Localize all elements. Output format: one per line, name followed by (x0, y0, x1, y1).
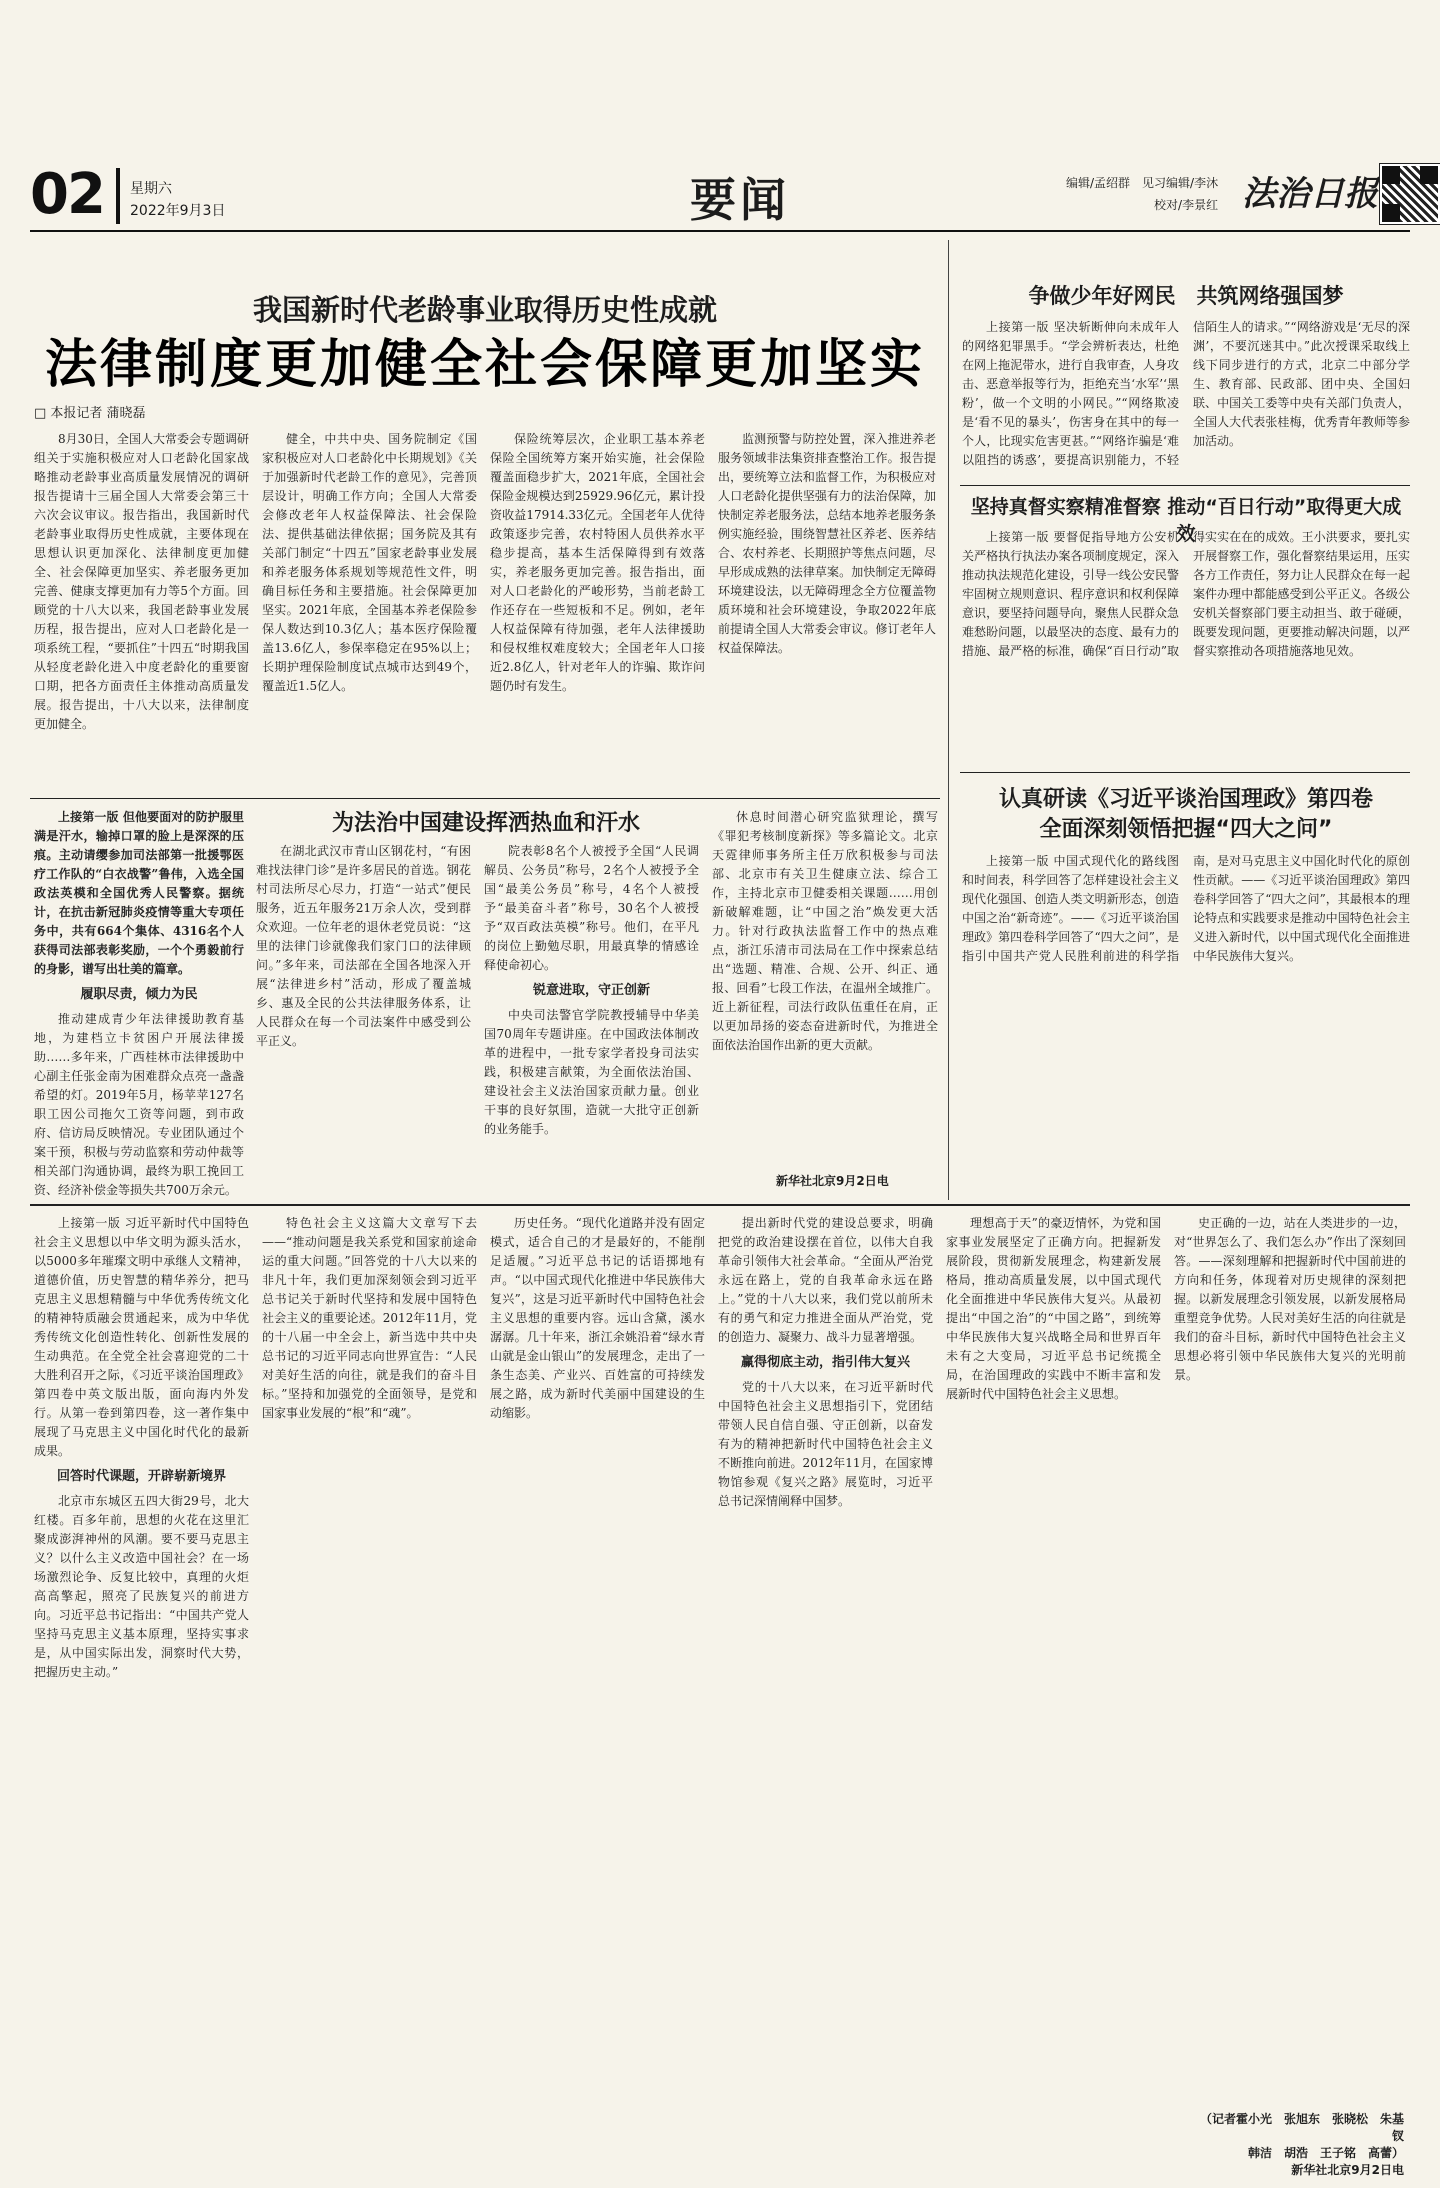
mid-subheading-2: 锐意进取，守正创新 (532, 983, 650, 998)
main-headline: 法律制度更加健全社会保障更加坚实 (44, 335, 925, 395)
bottom-credit: （记者霍小光 张旭东 张晓松 朱基钗 韩洁 胡浩 王子铭 高蕾） 新华社北京9月2日电 (1199, 2112, 1404, 2177)
main-byline: □ 本报记者 蒲晓磊 (34, 406, 146, 421)
divider (30, 1204, 1410, 1206)
right-mid-headline: 坚持真督实察精准督察 推动“百日行动”取得更大成效 (970, 496, 1402, 545)
mid-col-2: 在湖北武汉市青山区钢花村，“有困难找法律门诊”是许多居民的首选。钢花村司法所尽心尽力，打造“一站式”便民服务，近五年服务21万余人次，受到群众欢迎。一位年老的退休老党员说：“这里的法律门诊就像我们家门口的法律顾问。”多年来，司法部在全国各地深入开展“法律进乡村”活动，形成了覆盖城乡、惠及全民的公共法律服务体系，让人民群众在每一个司法案件中感受到公平正义。 (256, 844, 471, 1048)
page-number: 02 (30, 162, 104, 227)
bottom-col-3: 历史任务。“现代化道路并没有固定模式，适合自己的才是最好的，不能削足适履。”习近平总书记的话语掷地有声。“以中国式现代化推进中华民族伟大复兴”，这是习近平新时代中国特色社会主义思想的重要内容。远山含黛，溪水潺潺。几十年来，浙江余姚沿着“绿水青山就是金山银山”的发展理念，走出了一条生态美、产业兴、百姓富的可持续发展之路，成为新时代美丽中国建设的生动缩影。 (490, 1216, 705, 1420)
divider (960, 772, 1410, 773)
right-low-headline-2: 全面深刻领悟把握“四大之问” (1039, 817, 1333, 842)
masthead-logo: 法治日报 (1242, 174, 1378, 214)
main-col-3: 保险统筹层次，企业职工基本养老保险全国统筹方案开始实施，社会保险覆盖面稳步扩大，2021年底，全国社会保险金规模达到25929.96亿元，累计投资收益17914.33亿元。全国老年人优待政策逐步完善，农村特困人员供养水平稳步提高，基本生活保障得到有效落实，养老服务更加完善。报告指出，面对人口老龄化的严峻形势，当前老龄工作还存在一些短板和不足。例如，老年人权益保障有待加强，老年人法律援助和侵权维权难度较大；全国老年人口接近2.8亿人，针对老年人的诈骗、欺诈问题仍时有发生。 (490, 432, 705, 693)
right-low-body: 上接第一版 中国式现代化的路线图和时间表，科学回答了怎样建设社会主义现代化强国、创造人类文明新形态，创造中国之治“新奇迹”。——《习近平谈治国理政》第四卷科学回答了“四大之问”，是指引中国共产党人民胜利前进的科学指南，是对马克思主义中国化时代化的原创性贡献。——《习近平谈治国理政》第四卷科学回答了“四大之问”，其最根本的理论特点和实践要求是推动中国特色社会主义进入新时代，以中国式现代化全面推进中华民族伟大复兴。 (962, 854, 1410, 963)
mid-credit: 新华社北京9月2日电 (776, 1174, 889, 1188)
mid-col-1: 上接第一版 但他要面对的防护服里满是汗水，输掉口罩的脸上是深深的压痕。主动请缨参加司法部第一批援鄂医疗工作队的“白衣战警”鲁伟，入选全国政法英模和全国优秀人民警察。据统计，在抗击新冠肺炎疫情等重大专项任务中，共有664个集体、4316名个人获得司法部表彰奖励，一个个勇毅前行的身影，谱写出壮美的篇章。 履职尽责，倾力为民 推动建成青少年法律援助教育基地，为建档立卡贫困户开展法律援助……多年来，广西桂林市法律援助中心副主任张金南为困难群众点亮一盏盏希望的灯。2019年5月，杨苹苹127名职工因公司拖欠工资等问题，到市政府、信访局反映情况。专业团队通过个案干预，积极与劳动监察和劳动仲裁等相关部门沟通协调，最终为职工挽回工资、经济补偿金等损失共700万余元。 (34, 810, 244, 1197)
main-kicker: 我国新时代老龄事业取得历史性成就 (252, 293, 717, 327)
column-divider (948, 240, 949, 1200)
right-top-headline: 争做少年好网民 共筑网络强国梦 (1028, 284, 1344, 308)
mid-col-3: 院表彰8名个人被授予全国“人民调解员、公务员”称号，2名个人被授予全国“最美公务员”称号，4名个人被授予“最美奋斗者”称号，30名个人被授予“双百政法英模”称号。他们，在平凡的岗位上勤勉尽职，用最真挚的情感诠释使命初心。 锐意进取，守正创新 中央司法警官学院教授辅导中华美国70周年专题讲座。在中国政法体制改革的进程中，一批专家学者投身司法实践，积极建言献策，为全面依法治国、建设社会主义法治国家贡献力量。创业干事的良好氛围，造就一大批守正创新的业务能手。 (484, 844, 699, 1136)
main-col-2: 健全，中共中央、国务院制定《国家积极应对人口老龄化中长期规划》《关于加强新时代老龄工作的意见》，完善顶层设计，明确工作方向；全国人大常委会修改老年人权益保障法、社会保险法、提供基础法律依据；国务院及其有关部门制定“十四五”国家老龄事业发展和养老服务体系规划等规范性文件，明确目标任务和主要措施。社会保障更加坚实。2021年底，全国基本养老保险参保人数达到10.3亿人；基本医疗保险覆盖13.6亿人，参保率稳定在95%以上；长期护理保险制度试点城市达到49个，覆盖近1.5亿人。 (262, 432, 477, 693)
bottom-subheading-2: 赢得彻底主动，指引伟大复兴 (740, 1355, 910, 1370)
editor-line-1: 编辑/孟绍群 见习编辑/李沐 (1066, 176, 1219, 190)
bottom-subheading-1: 回答时代课题，开辟崭新境界 (56, 1469, 226, 1484)
right-top-body: 上接第一版 坚决斩断伸向未成年人的网络犯罪黑手。“学会辨析表达，杜绝在网上拖泥带水，进行自我审查，人身攻击、恶意举报等行为，拒绝充当‘水军’‘黑粉’，做一个文明的小网民。”“网络欺凌是‘看不见的暴头’，伤害身在其中的每一个人，比现实危害更甚。”“网络诈骗是‘难以阻挡的诱惑’，要提高识别能力，不轻信陌生人的请求。”“网络游戏是‘无尽的深渊’，不要沉迷其中。”此次授课采取线上线下同步进行的方式，北京二中部分学生、教育部、民政部、团中央、全国妇联、中国关工委等中央有关部门负责人，全国人大代表张桂梅，优秀青年教师等参加活动。 (962, 320, 1410, 467)
right-low-headline-1: 认真研读《习近平谈治国理政》第四卷 (998, 787, 1373, 812)
issue-date-block (130, 178, 225, 222)
divider (30, 798, 940, 799)
section-title: 要闻 (690, 173, 790, 227)
bottom-col-4: 提出新时代党的建设总要求，明确把党的政治建设摆在首位，以伟大自我革命引领伟大社会革命。“全面从严治党永远在路上，党的自我革命永远在路上。”党的十八大以来，我们党以前所未有的勇气和定力推进全面从严治党，党的创造力、凝聚力、战斗力显著增强。 赢得彻底主动，指引伟大复兴 党的十八大以来，在习近平新时代中国特色社会主义思想指引下，党团结带领人民自信自强、守正创新，以奋发有为的精神把新时代中国特色社会主义不断推向前进。2012年11月，在国家博物馆参观《复兴之路》展览时，习近平总书记深情阐释中国梦。 (718, 1216, 933, 1508)
qr-code-icon (1380, 164, 1440, 224)
right-mid-body: 上接第一版 要督促指导地方公安机关严格执行执法办案各项制度规定，深入推动执法规范化建设，引导一线公安民警牢固树立规则意识、程序意识和权利保障意识，要坚持问题导向，聚焦人民群众急难愁盼问题，以最坚决的态度、最有力的措施、最严格的标准，确保“百日行动”取得实实在在的成效。王小洪要求，要扎实开展督察工作，强化督察结果运用，压实各方工作责任，努力让人民群众在每一起案件办理中都能感受到公平正义。各级公安机关督察部门要主动担当、敢于碰硬，既要发现问题，更要推动解决问题，以严督实察推动各项措施落地见效。 (962, 530, 1410, 658)
bottom-col-6: 史正确的一边，站在人类进步的一边，对“世界怎么了、我们怎么办”作出了深刻回答。——深刻理解和把握新时代中国前进的方向和任务，体现着对历史规律的深刻把握。以新发展理念引领发展，以新发展格局重塑竞争优势。人民对美好生活的向往就是我们的奋斗目标，新时代中国特色社会主义思想必将引领中华民族伟大复兴的光明前景。 (1174, 1216, 1406, 1382)
weekday: 星期六 (130, 181, 172, 197)
issue-date: 2022年9月3日 (130, 203, 226, 219)
editor-line-2: 校对/李景红 (1154, 198, 1219, 212)
bottom-col-5: 理想高于天”的豪迈情怀，为党和国家事业发展坚定了正确方向。把握新发展阶段，贯彻新发展理念，构建新发展格局，推动高质量发展，以中国式现代化全面推进中华民族伟大复兴。从最初提出“中国之治”的“中国之路”，到统筹中华民族伟大复兴战略全局和世界百年未有之大变局，习近平总书记统揽全局，在治国理政的实践中不断丰富和发展新时代中国特色社会主义思想。 (946, 1216, 1161, 1401)
main-col-1: 8月30日，全国人大常委会专题调研组关于实施积极应对人口老龄化国家战略推动老龄事业高质量发展情况的调研报告提请十三届全国人大常委会第三十六次会议审议。报告指出，我国新时代老龄事业取得历史性成就，主要体现在思想认识更加深化、法律制度更加健全、社会保障更加坚实、养老服务更加完善、健康支撑更加有力等5个方面。回顾党的十八大以来，我国老龄事业发展历程，报告提出，应对人口老龄化是一项系统工程，“要抓住”十四五“时期我国从轻度老龄化进入中度老龄化的重要窗口期，把各方面责任主体推动高质量发展。报告提出，十八大以来，法律制度更加健全。 (34, 432, 249, 731)
bottom-col-2: 特色社会主义这篇大文章写下去——“推动问题是我关系党和国家前途命运的重大问题。”回答党的十八大以来的非凡十年，我们更加深刻领会到习近平总书记关于新时代坚持和发展中国特色社会主义的重要论述。2012年11月，党的十八届一中全会上，新当选中共中央总书记的习近平同志向世界宣告：“人民对美好生活的向往，就是我们的奋斗目标。”坚持和加强党的全面领导，是党和国家事业发展的“根”和“魂”。 (262, 1216, 477, 1420)
mid-headline: 为法治中国建设挥洒热血和汗水 (331, 811, 640, 836)
mid-col-4: 休息时间潜心研究监狱理论，撰写《罪犯考核制度新探》等多篇论文。北京天霓律师事务所主任万欣积极参与司法部、北京市有关卫生健康立法、综合工作，主持北京市卫健委相关课题……用创新破解难题，让“中国之治”焕发更大活力。针对行政执法监督工作中的热点难点，浙江乐清市司法局在工作中探索总结出“选题、精准、合规、公开、纠正、通报、回看”七段工作法，在温州全域推广。近上新征程，司法行政队伍重任在肩，正以更加昂扬的姿态奋进新时代，为推进全面依法治国作出新的更大贡献。 (712, 810, 938, 1052)
divider (960, 485, 1410, 486)
main-col-4: 监测预警与防控处置，深入推进养老服务领域非法集资排查整治工作。报告提出，要统筹立法和监督工作，为积极应对人口老龄化提供坚强有力的法治保障，加快制定养老服务法，总结本地养老服务条例实施经验，围绕智慧社区养老、医养结合、农村养老、长期照护等焦点问题，尽早形成成熟的法律草案。加快制定无障碍环境建设法，以无障碍理念全方位覆盖物质环境和社会环境建设，争取2022年底前提请全国人大常委会审议。修订老年人权益保障法。 (718, 432, 936, 655)
page-header (30, 160, 1410, 232)
page-number-bar (116, 168, 120, 224)
mid-subheading-1: 履职尽责，倾力为民 (80, 987, 198, 1002)
editors-credit (1066, 172, 1218, 216)
bottom-col-1: 上接第一版 习近平新时代中国特色社会主义思想以中华文明为源头活水，以5000多年璀璨文明中承继人文精神，道德价值，历史智慧的精华养分，把马克思主义思想精髓与中华优秀传统文化的精神特质融会贯通起来，成为中华优秀传统文化创造性转化、创新性发展的生动典范。在全党全社会喜迎党的二十大胜利召开之际，《习近平谈治国理政》第四卷中英文版出版，面向海内外发行。从第一卷到第四卷，这一著作集中展现了马克思主义中国化时代化的最新成果。 回答时代课题，开辟崭新境界 北京市东城区五四大街29号，北大红楼。百多年前，思想的火花在这里汇聚成澎湃神州的风潮。要不要马克思主义？以什么主义改造中国社会？在一场场激烈论争、反复比较中，真理的火炬高高擎起，照亮了民族复兴的前进方向。习近平总书记指出：“中国共产党人坚持马克思主义基本原理，坚持实事求是，从中国实际出发，洞察时代大势，把握历史主动。” (34, 1216, 249, 1679)
